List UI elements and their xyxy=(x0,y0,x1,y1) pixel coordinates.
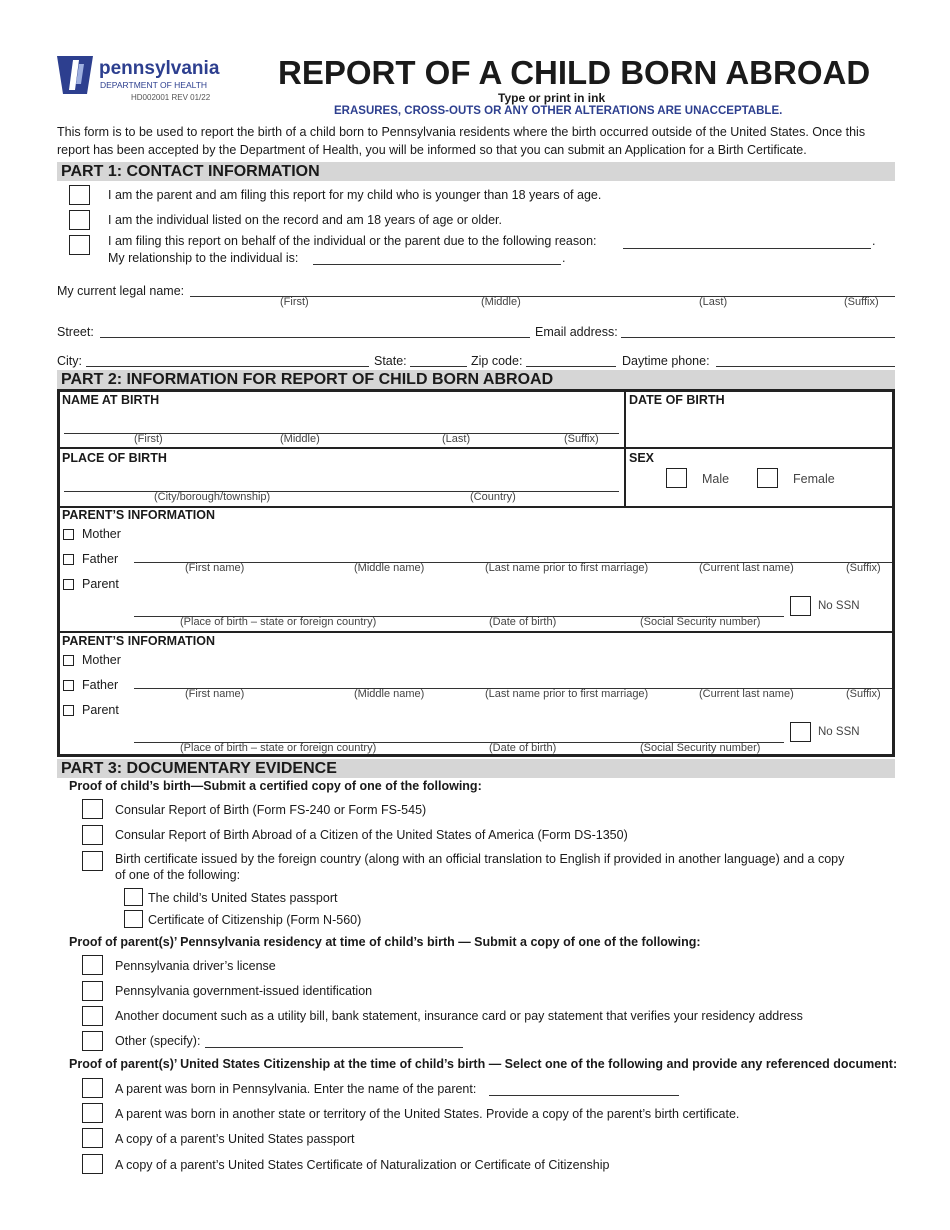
birth-option-foreign-checkbox[interactable] xyxy=(82,851,103,871)
email-label: Email address: xyxy=(535,325,618,339)
legal-middle-caption: (Middle) xyxy=(481,296,521,308)
birth-option-foreign-line2: of one of the following: xyxy=(115,868,241,882)
phone-label: Daytime phone: xyxy=(622,354,710,368)
legal-last-caption: (Last) xyxy=(699,296,728,308)
form-id: HD002001 REV 01/22 xyxy=(131,93,211,102)
sub-option-citizenship-checkbox[interactable] xyxy=(124,910,143,928)
option-behalf-checkbox[interactable] xyxy=(69,235,90,255)
state-field[interactable] xyxy=(410,366,467,367)
sub-option-passport-checkbox[interactable] xyxy=(124,888,143,906)
parent2-first-caption: (First name) xyxy=(185,688,245,700)
parent2-current-last-caption: (Current last name) xyxy=(699,688,794,700)
residency-other-checkbox[interactable] xyxy=(82,1031,103,1051)
proof-residency-heading: Proof of parent(s)’ Pennsylvania residency at time of child’s birth — Submit a copy of one of the following: xyxy=(69,935,701,949)
citizenship-other-state-checkbox[interactable] xyxy=(82,1103,103,1123)
department-name: DEPARTMENT OF HEALTH xyxy=(100,80,208,90)
citizenship-pa-born-checkbox[interactable] xyxy=(82,1078,103,1098)
part1-title: PART 1: CONTACT INFORMATION xyxy=(61,163,320,180)
child-first-caption: (First) xyxy=(134,433,163,445)
parent1-suffix-caption: (Suffix) xyxy=(846,562,881,574)
parent1-father-checkbox[interactable] xyxy=(63,554,74,565)
form-subtitle: Type or print in ink xyxy=(498,91,606,105)
parent1-father-label: Father xyxy=(82,552,119,566)
parent2-suffix-caption: (Suffix) xyxy=(846,688,881,700)
zip-label: Zip code: xyxy=(471,354,523,368)
relationship-label: My relationship to the individual is: xyxy=(108,251,299,265)
part3-title: PART 3: DOCUMENTARY EVIDENCE xyxy=(61,760,337,777)
parent1-mother-label: Mother xyxy=(82,527,121,541)
option-parent-label: I am the parent and am filing this report for my child who is younger than 18 years of age. xyxy=(108,188,602,202)
option-self-label: I am the individual listed on the record and am 18 years of age or older. xyxy=(108,213,502,227)
place-country-caption: (Country) xyxy=(470,491,516,503)
residency-other-field[interactable] xyxy=(205,1047,463,1048)
relationship-field[interactable] xyxy=(313,264,561,265)
parent2-dob-caption: (Date of birth) xyxy=(489,742,557,754)
proof-birth-heading: Proof of child’s birth—Submit a certified copy of one of the following: xyxy=(69,779,482,793)
date-of-birth-field[interactable] xyxy=(627,410,892,446)
parent1-no-ssn-label: No SSN xyxy=(818,600,860,612)
phone-field[interactable] xyxy=(716,366,895,367)
parent2-father-checkbox[interactable] xyxy=(63,680,74,691)
option-behalf-label: I am filing this report on behalf of the individual or the parent due to the following reason: xyxy=(108,234,597,248)
birth-option-ds1350-checkbox[interactable] xyxy=(82,825,103,845)
parent1-middle-caption: (Middle name) xyxy=(354,562,425,574)
part1-header xyxy=(57,162,895,181)
residency-other-label: Other (specify): xyxy=(115,1034,201,1048)
proof-citizenship-heading: Proof of parent(s)’ United States Citizenship at the time of child’s birth — Select one of the following and provide any referenced document: xyxy=(69,1057,898,1071)
parent1-parent-checkbox[interactable] xyxy=(63,579,74,590)
parent2-parent-label: Parent xyxy=(82,703,119,717)
parent2-no-ssn-label: No SSN xyxy=(818,726,860,738)
email-field[interactable] xyxy=(621,337,895,338)
female-checkbox[interactable] xyxy=(757,468,778,488)
residency-license-label: Pennsylvania driver’s license xyxy=(115,959,276,973)
parent1-first-caption: (First name) xyxy=(185,562,245,574)
parent2-mother-label: Mother xyxy=(82,653,121,667)
parent1-pob-caption: (Place of birth – state or foreign country) xyxy=(180,616,377,628)
zip-field[interactable] xyxy=(526,366,616,367)
parent1-info-label: PARENT’S INFORMATION xyxy=(62,508,216,522)
residency-document-checkbox[interactable] xyxy=(82,1006,103,1026)
residency-id-label: Pennsylvania government-issued identification xyxy=(115,984,373,998)
parent1-current-last-caption: (Current last name) xyxy=(699,562,794,574)
reason-period: . xyxy=(872,234,876,248)
parent2-maiden-caption: (Last name prior to first marriage) xyxy=(485,688,649,700)
male-label: Male xyxy=(702,472,730,486)
option-self-checkbox[interactable] xyxy=(69,210,90,230)
birth-option-foreign-label: Birth certificate issued by the foreign country (along with an official translation to English if provided in another language) and a copy xyxy=(115,852,845,866)
street-label: Street: xyxy=(57,325,94,339)
parent2-father-label: Father xyxy=(82,678,119,692)
male-checkbox[interactable] xyxy=(666,468,687,488)
child-last-caption: (Last) xyxy=(442,433,471,445)
pa-logo xyxy=(55,54,220,104)
female-label: Female xyxy=(793,472,835,486)
citizenship-passport-checkbox[interactable] xyxy=(82,1128,103,1148)
residency-document-label: Another document such as a utility bill, bank statement, insurance card or pay statement that verifies your residency address xyxy=(115,1009,803,1023)
part3-header xyxy=(57,759,895,778)
citizenship-naturalization-checkbox[interactable] xyxy=(82,1154,103,1174)
citizenship-parent-name-field[interactable] xyxy=(489,1095,679,1096)
parent2-mother-checkbox[interactable] xyxy=(63,655,74,666)
citizenship-pa-born-label: A parent was born in Pennsylvania. Enter the name of the parent: xyxy=(115,1082,477,1096)
parent1-parent-label: Parent xyxy=(82,577,119,591)
street-field[interactable] xyxy=(100,337,530,338)
sub-option-citizenship-label: Certificate of Citizenship (Form N-560) xyxy=(148,913,362,927)
birth-option-fs240-label: Consular Report of Birth (Form FS-240 or Form FS-545) xyxy=(115,803,427,817)
birth-option-fs240-checkbox[interactable] xyxy=(82,799,103,819)
sub-option-passport-label: The child’s United States passport xyxy=(148,891,338,905)
brand-name: pennsylvania xyxy=(99,58,220,79)
keystone-icon xyxy=(55,54,95,96)
state-label: State: xyxy=(374,354,407,368)
reason-field[interactable] xyxy=(623,248,871,249)
parent1-mother-checkbox[interactable] xyxy=(63,529,74,540)
part2-row-divider-3 xyxy=(57,631,895,633)
parent2-no-ssn-checkbox[interactable] xyxy=(790,722,811,742)
parent1-maiden-caption: (Last name prior to first marriage) xyxy=(485,562,649,574)
relationship-period: . xyxy=(562,251,566,265)
name-at-birth-label: NAME AT BIRTH xyxy=(62,393,160,407)
place-of-birth-label: PLACE OF BIRTH xyxy=(62,451,167,465)
parent1-no-ssn-checkbox[interactable] xyxy=(790,596,811,616)
part2-header xyxy=(57,370,895,389)
residency-license-checkbox[interactable] xyxy=(82,955,103,975)
place-of-birth-field[interactable] xyxy=(64,491,619,492)
legal-name-label: My current legal name: xyxy=(57,284,185,298)
birth-option-ds1350-label: Consular Report of Birth Abroad of a Citizen of the United States of America (Form DS-1350) xyxy=(115,828,628,842)
legal-suffix-caption: (Suffix) xyxy=(844,296,879,308)
city-label: City: xyxy=(57,354,82,368)
option-parent-checkbox[interactable] xyxy=(69,185,90,205)
citizenship-other-state-label: A parent was born in another state or territory of the United States. Provide a copy of the parent’s birth certificate. xyxy=(115,1107,740,1121)
parent2-parent-checkbox[interactable] xyxy=(63,705,74,716)
intro-line-1: This form is to be used to report the birth of a child born to Pennsylvania residents where the birth occurred outside of the United States. Once this xyxy=(57,125,866,139)
residency-id-checkbox[interactable] xyxy=(82,981,103,1001)
part2-title: PART 2: INFORMATION FOR REPORT OF CHILD BORN ABROAD xyxy=(61,371,554,388)
parent2-middle-caption: (Middle name) xyxy=(354,688,425,700)
citizenship-naturalization-label: A copy of a parent’s United States Certificate of Naturalization or Certificate of Citizenship xyxy=(115,1158,610,1172)
parent2-pob-caption: (Place of birth – state or foreign country) xyxy=(180,742,377,754)
parent2-info-label: PARENT’S INFORMATION xyxy=(62,634,216,648)
child-middle-caption: (Middle) xyxy=(280,433,320,445)
sex-label: SEX xyxy=(629,451,655,465)
date-of-birth-label: DATE OF BIRTH xyxy=(629,393,725,407)
intro-line-2: report has been accepted by the Department of Health, you will be informed so that you can submit an Application for a Birth Certificate. xyxy=(57,143,807,157)
parent1-dob-caption: (Date of birth) xyxy=(489,616,557,628)
form-title: REPORT OF A CHILD BORN ABROAD xyxy=(278,54,871,91)
child-suffix-caption: (Suffix) xyxy=(564,433,599,445)
alteration-warning: ERASURES, CROSS-OUTS OR ANY OTHER ALTERATIONS ARE UNACCEPTABLE. xyxy=(334,105,783,117)
city-field[interactable] xyxy=(86,366,369,367)
parent1-ssn-caption: (Social Security number) xyxy=(640,616,761,628)
place-city-caption: (City/borough/township) xyxy=(154,491,271,503)
part2-row-divider-1 xyxy=(57,447,895,449)
parent2-ssn-caption: (Social Security number) xyxy=(640,742,761,754)
legal-first-caption: (First) xyxy=(280,296,309,308)
citizenship-passport-label: A copy of a parent’s United States passport xyxy=(115,1132,355,1146)
